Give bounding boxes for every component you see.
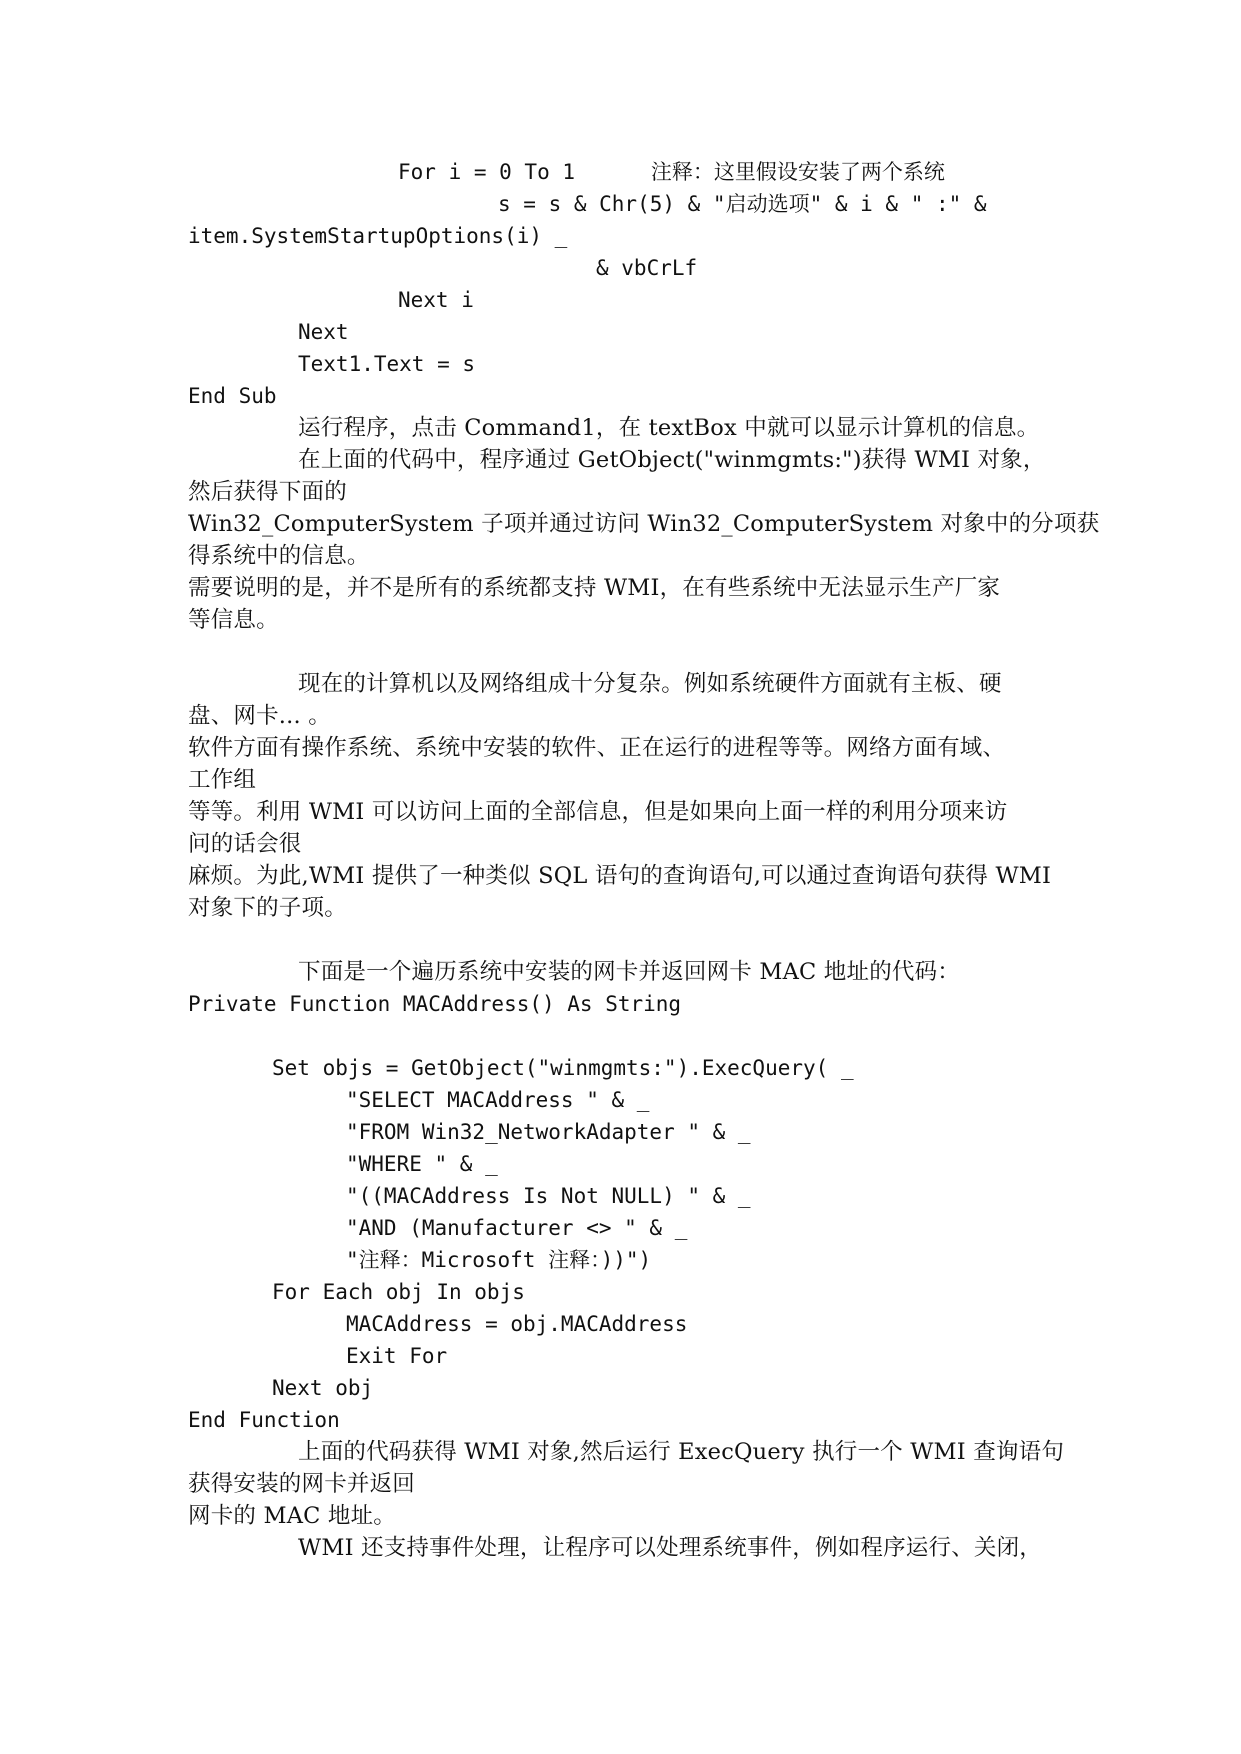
paragraph-line: 对象下的子项。 (188, 895, 347, 921)
paragraph-line: 获得安装的网卡并返回 (188, 1471, 416, 1497)
code-line: MACAddress = obj.MACAddress (346, 1312, 688, 1336)
code-line: "注释：Microsoft 注释：))") (346, 1248, 652, 1272)
code-line: "FROM Win32_NetworkAdapter " & _ (346, 1120, 751, 1144)
code-line: s = s & Chr(5) & "启动选项" & i & " :" & (498, 192, 987, 216)
code-line: End Function (188, 1408, 340, 1432)
code-line: "AND (Manufacturer <> " & _ (346, 1216, 688, 1240)
code-line: Text1.Text = s (298, 352, 476, 376)
code-line: Next i (398, 288, 474, 312)
paragraph-line: 麻烦。为此,WMI 提供了一种类似 SQL 语句的查询语句,可以通过查询语句获得 WMI (188, 863, 1052, 889)
code-line: "SELECT MACAddress " & _ (346, 1088, 650, 1112)
paragraph-line: 软件方面有操作系统、系统中安装的软件、正在运行的进程等等。网络方面有域、 (188, 735, 1006, 761)
code-line: "WHERE " & _ (346, 1152, 498, 1176)
code-line: & vbCrLf (596, 256, 698, 280)
code-line: Next obj (272, 1376, 374, 1400)
paragraph-line: 得系统中的信息。 (188, 543, 370, 569)
paragraph-line: 下面是一个遍历系统中安装的网卡并返回网卡 MAC 地址的代码： (298, 959, 961, 985)
paragraph-line: 然后获得下面的 (188, 479, 347, 505)
paragraph-line: 运行程序，点击 Command1，在 textBox 中就可以显示计算机的信息。 (298, 415, 1040, 441)
paragraph-line: 在上面的代码中，程序通过 GetObject("winmgmts:")获得 WMI 对象， (298, 447, 1046, 473)
paragraph-line: 工作组 (188, 767, 257, 793)
paragraph-line: 上面的代码获得 WMI 对象,然后运行 ExecQuery 执行一个 WMI 查询语句 (298, 1439, 1065, 1465)
code-line: For Each obj In objs (272, 1280, 525, 1304)
code-line: End Sub (188, 384, 277, 408)
code-line: Next (298, 320, 349, 344)
paragraph-line: 等等。利用 WMI 可以访问上面的全部信息，但是如果向上面一样的利用分项来访 (188, 799, 1008, 825)
paragraph-line: 现在的计算机以及网络组成十分复杂。例如系统硬件方面就有主板、硬 (298, 671, 1002, 697)
code-line: "((MACAddress Is Not NULL) " & _ (346, 1184, 751, 1208)
paragraph-line: 问的话会很 (188, 831, 302, 857)
code-line: item.SystemStartupOptions(i) _ (188, 224, 568, 248)
paragraph-line: 等信息。 (188, 607, 279, 633)
code-line: For i = 0 To 1 注释：这里假设安装了两个系统 (398, 160, 945, 184)
code-line: Exit For (346, 1344, 448, 1368)
paragraph-line: Win32_ComputerSystem 子项并通过访问 Win32_ComputerSystem 对象中的分项获 (188, 511, 1100, 537)
paragraph-line: 需要说明的是，并不是所有的系统都支持 WMI，在有些系统中无法显示生产厂家 (188, 575, 1001, 601)
paragraph-line: 盘、网卡... 。 (188, 703, 331, 729)
paragraph-line: WMI 还支持事件处理，让程序可以处理系统事件，例如程序运行、关闭， (298, 1535, 1043, 1561)
code-line: Private Function MACAddress() As String (188, 992, 682, 1016)
code-line: Set objs = GetObject("winmgmts:").ExecQuery( _ (272, 1056, 854, 1080)
paragraph-line: 网卡的 MAC 地址。 (188, 1503, 397, 1529)
